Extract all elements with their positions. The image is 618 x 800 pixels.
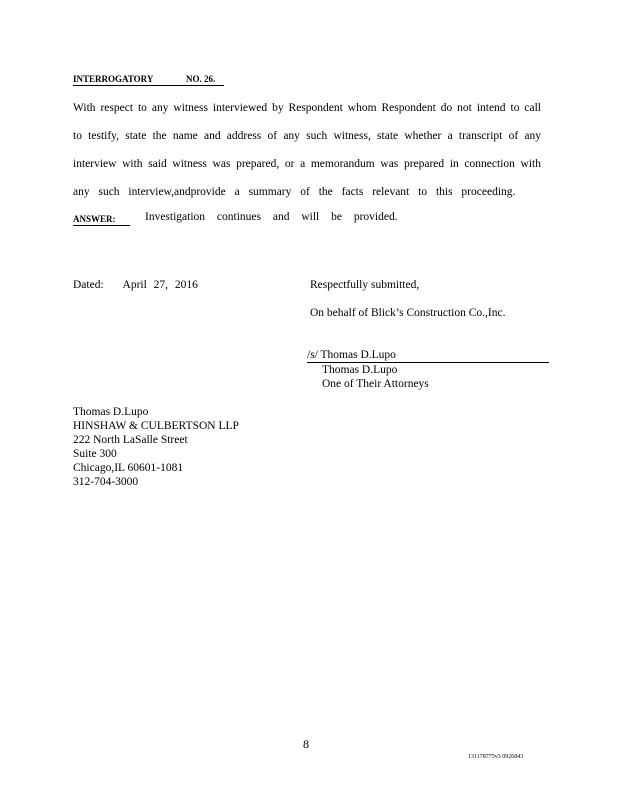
- dated-line: [73, 279, 198, 291]
- address-line: Suite 300: [73, 448, 117, 460]
- signature-line: [307, 362, 549, 363]
- on-behalf-line: On behalf of Blick’s Construction Co.,Inc.: [310, 307, 506, 319]
- paragraph-line: to testify, state the name and address of any such witness, state whether a transcript of any: [73, 130, 541, 142]
- answer-text: Investigation continues and will be provided.: [145, 211, 398, 223]
- signer-name: Thomas D.Lupo: [322, 364, 398, 376]
- page-number: 8: [303, 737, 309, 751]
- respectfully-submitted: Respectfully submitted,: [310, 279, 420, 291]
- paragraph-line: any such interview,andprovide a summary of the facts relevant to this proceeding.: [73, 186, 516, 198]
- address-line: Thomas D.Lupo: [73, 406, 149, 418]
- paragraph-line: interview with said witness was prepared, or a memorandum was prepared in connection with: [73, 158, 541, 170]
- interrogatory-heading: [73, 74, 216, 84]
- electronic-signature: /s/ Thomas D.Lupo: [307, 349, 396, 361]
- address-line: Chicago,IL 60601-1081: [73, 462, 184, 474]
- dated-value: April 27, 2016: [122, 279, 198, 291]
- answer-label: ANSWER:: [73, 214, 116, 224]
- document-code: 131178775v3 0926843: [468, 754, 524, 760]
- address-line: 312-704-3000: [73, 476, 139, 488]
- paragraph-line: With respect to any witness interviewed by Respondent whom Respondent do not intend to call: [73, 102, 541, 114]
- interrogatory-paragraph: [73, 94, 541, 206]
- address-line: HINSHAW & CULBERTSON LLP: [73, 420, 239, 432]
- interrogatory-label: INTERROGATORY: [73, 74, 154, 84]
- dated-label: Dated:: [73, 279, 104, 291]
- heading-underline: [73, 85, 224, 86]
- signer-role: One of Their Attorneys: [322, 378, 429, 390]
- address-line: 222 North LaSalle Street: [73, 434, 188, 446]
- interrogatory-number: NO. 26.: [186, 74, 216, 84]
- answer-underline: [73, 225, 130, 226]
